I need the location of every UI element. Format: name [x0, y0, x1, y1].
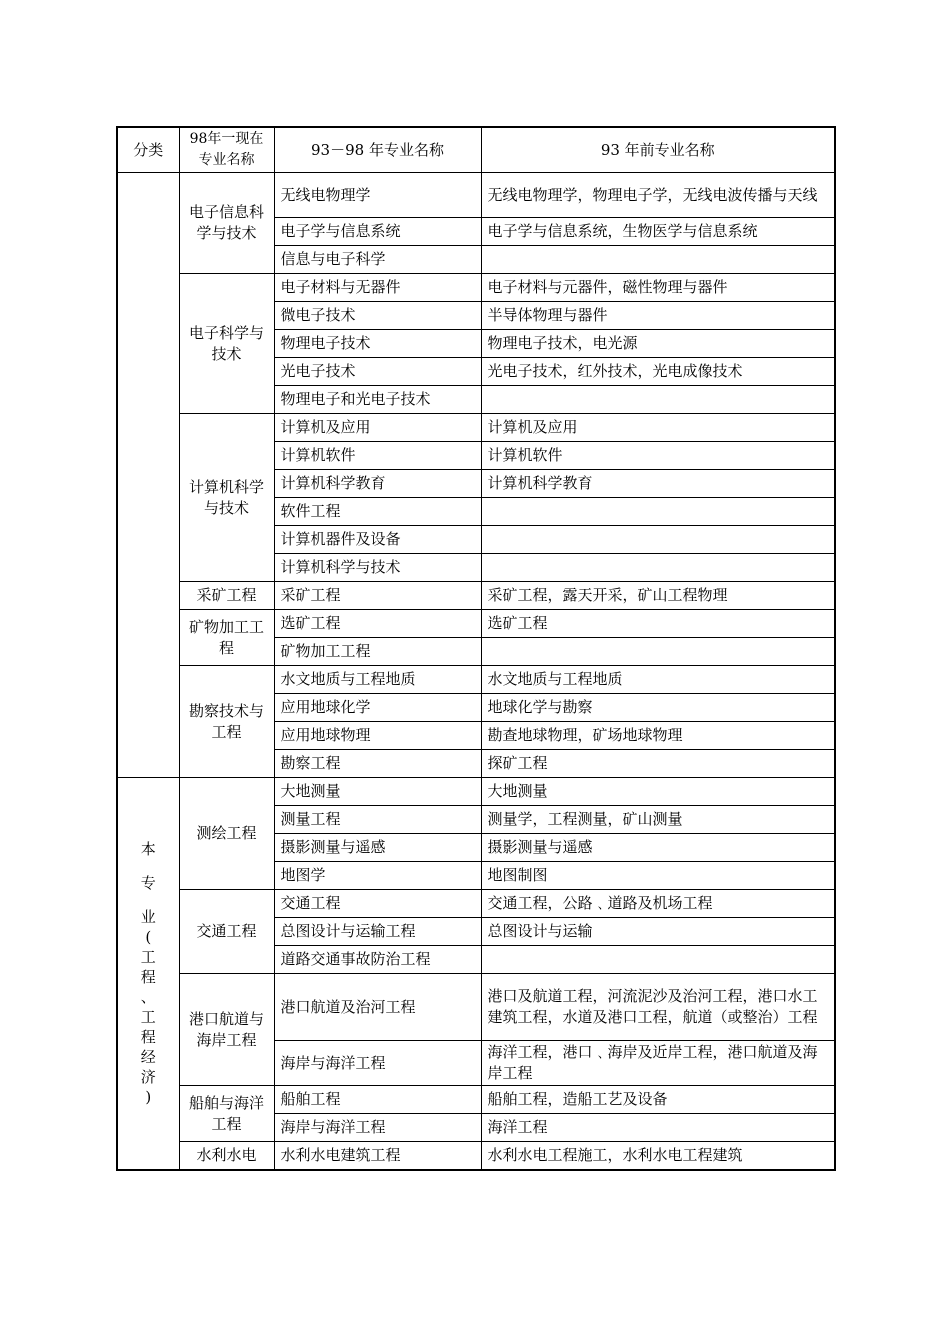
- major-pre-93-cell: 水文地质与工程地质: [481, 666, 835, 694]
- major-pre-93-cell: 半导体物理与器件: [481, 302, 835, 330]
- table-row: [117, 173, 835, 218]
- current-major-cell: 电子信息科学与技术: [179, 173, 274, 274]
- category-char: 本: [140, 840, 156, 858]
- current-major-cell: 电子科学与技术: [179, 274, 274, 414]
- category-char: 专: [140, 874, 156, 892]
- major-93-98-cell: 海岸与海洋工程: [274, 1041, 481, 1086]
- major-pre-93-cell: 采矿工程，露天开采，矿山工程物理: [481, 582, 835, 610]
- category-char: (: [145, 928, 152, 946]
- major-pre-93-cell: [481, 386, 835, 414]
- major-93-98-cell: 物理电子技术: [274, 330, 481, 358]
- major-pre-93-cell: 勘查地球物理，矿场地球物理: [481, 722, 835, 750]
- major-93-98-cell: 地图学: [274, 862, 481, 890]
- header-row: [117, 127, 835, 173]
- table-body: [117, 173, 835, 1171]
- major-pre-93-cell: 总图设计与运输: [481, 918, 835, 946]
- major-93-98-cell: 无线电物理学: [274, 173, 481, 218]
- category-char: 、: [140, 988, 156, 1006]
- major-pre-93-cell: 地球化学与勘察: [481, 694, 835, 722]
- header-current-line2: 专业名称: [198, 152, 255, 168]
- table-row: [117, 610, 835, 638]
- header-current-line1: 98年一现在: [189, 131, 264, 147]
- category-char-gap: [138, 859, 158, 873]
- major-pre-93-cell: 测量学，工程测量，矿山测量: [481, 806, 835, 834]
- current-major-cell: 港口航道与海岸工程: [179, 974, 274, 1086]
- table-row: [117, 414, 835, 442]
- major-93-98-cell: 道路交通事故防治工程: [274, 946, 481, 974]
- major-pre-93-cell: 摄影测量与遥感: [481, 834, 835, 862]
- major-93-98-cell: 微电子技术: [274, 302, 481, 330]
- table-row: [117, 666, 835, 694]
- major-pre-93-cell: [481, 946, 835, 974]
- current-major-cell: 水利水电: [179, 1142, 274, 1171]
- major-pre-93-cell: 地图制图: [481, 862, 835, 890]
- major-93-98-cell: 选矿工程: [274, 610, 481, 638]
- major-pre-93-cell: [481, 498, 835, 526]
- major-pre-93-cell: 计算机软件: [481, 442, 835, 470]
- major-93-98-cell: 应用地球化学: [274, 694, 481, 722]
- major-pre-93-cell: 电子学与信息系统，生物医学与信息系统: [481, 218, 835, 246]
- current-major-cell: 勘察技术与工程: [179, 666, 274, 778]
- major-93-98-cell: 电子学与信息系统: [274, 218, 481, 246]
- category-cell-undergraduate: [117, 778, 179, 1171]
- major-93-98-cell: 港口航道及治河工程: [274, 974, 481, 1041]
- major-93-98-cell: 信息与电子科学: [274, 246, 481, 274]
- major-93-98-cell: 水利水电建筑工程: [274, 1142, 481, 1171]
- major-93-98-cell: 计算机科学教育: [274, 470, 481, 498]
- category-vertical-label: [138, 839, 158, 1107]
- table-row: [117, 1142, 835, 1171]
- major-93-98-cell: 电子材料与无器件: [274, 274, 481, 302]
- table-row: [117, 274, 835, 302]
- major-93-98-cell: 船舶工程: [274, 1086, 481, 1114]
- header-category: 分类: [117, 127, 179, 173]
- major-pre-93-cell: 海洋工程: [481, 1114, 835, 1142]
- header-pre-93-major: 93 年前专业名称: [481, 127, 835, 173]
- major-pre-93-cell: 光电子技术，红外技术，光电成像技术: [481, 358, 835, 386]
- major-93-98-cell: 物理电子和光电子技术: [274, 386, 481, 414]
- major-pre-93-cell: 无线电物理学，物理电子学，无线电波传播与天线: [481, 173, 835, 218]
- category-char: 工: [140, 1008, 156, 1026]
- category-char: 工: [140, 948, 156, 966]
- table-row: [117, 890, 835, 918]
- category-char: 济: [140, 1068, 156, 1086]
- table-row: [117, 778, 835, 806]
- table-row: [117, 974, 835, 1041]
- major-pre-93-cell: 探矿工程: [481, 750, 835, 778]
- major-93-98-cell: 水文地质与工程地质: [274, 666, 481, 694]
- major-pre-93-cell: 物理电子技术，电光源: [481, 330, 835, 358]
- category-char: 业: [140, 908, 156, 926]
- major-93-98-cell: 计算机科学与技术: [274, 554, 481, 582]
- category-char-gap: [138, 893, 158, 907]
- major-pre-93-cell: [481, 554, 835, 582]
- major-93-98-cell: 应用地球物理: [274, 722, 481, 750]
- major-pre-93-cell: [481, 246, 835, 274]
- major-93-98-cell: 计算机及应用: [274, 414, 481, 442]
- major-93-98-cell: 总图设计与运输工程: [274, 918, 481, 946]
- major-93-98-cell: 海岸与海洋工程: [274, 1114, 481, 1142]
- current-major-cell: 测绘工程: [179, 778, 274, 890]
- major-pre-93-cell: 交通工程，公路﹑道路及机场工程: [481, 890, 835, 918]
- table-row: [117, 1086, 835, 1114]
- major-93-98-cell: 摄影测量与遥感: [274, 834, 481, 862]
- major-93-98-cell: 勘察工程: [274, 750, 481, 778]
- major-pre-93-cell: 计算机及应用: [481, 414, 835, 442]
- major-pre-93-cell: 船舶工程，造船工艺及设备: [481, 1086, 835, 1114]
- major-93-98-cell: 矿物加工工程: [274, 638, 481, 666]
- major-pre-93-cell: 大地测量: [481, 778, 835, 806]
- major-93-98-cell: 软件工程: [274, 498, 481, 526]
- major-93-98-cell: 采矿工程: [274, 582, 481, 610]
- major-93-98-cell: 计算机器件及设备: [274, 526, 481, 554]
- header-current-major: [179, 127, 274, 173]
- major-93-98-cell: 计算机软件: [274, 442, 481, 470]
- category-cell-upper: [117, 173, 179, 778]
- major-pre-93-cell: [481, 638, 835, 666]
- major-pre-93-cell: 计算机科学教育: [481, 470, 835, 498]
- header-93-98-major: 93－98 年专业名称: [274, 127, 481, 173]
- category-char: 程: [140, 1028, 156, 1046]
- category-char: 经: [140, 1048, 156, 1066]
- category-char: 程: [140, 968, 156, 986]
- major-93-98-cell: 测量工程: [274, 806, 481, 834]
- major-pre-93-cell: 港口及航道工程，河流泥沙及治河工程，港口水工建筑工程，水道及港口工程，航道（或整治）工程: [481, 974, 835, 1041]
- category-char: ): [145, 1088, 152, 1106]
- major-93-98-cell: 光电子技术: [274, 358, 481, 386]
- major-pre-93-cell: 选矿工程: [481, 610, 835, 638]
- major-pre-93-cell: 海洋工程，港口﹑海岸及近岸工程，港口航道及海岸工程: [481, 1041, 835, 1086]
- major-pre-93-cell: 水利水电工程施工，水利水电工程建筑: [481, 1142, 835, 1171]
- current-major-cell: 船舶与海洋工程: [179, 1086, 274, 1142]
- current-major-cell: 矿物加工工程: [179, 610, 274, 666]
- major-pre-93-cell: 电子材料与元器件，磁性物理与器件: [481, 274, 835, 302]
- major-93-98-cell: 交通工程: [274, 890, 481, 918]
- major-93-98-cell: 大地测量: [274, 778, 481, 806]
- current-major-cell: 计算机科学与技术: [179, 414, 274, 582]
- current-major-cell: 交通工程: [179, 890, 274, 974]
- current-major-cell: 采矿工程: [179, 582, 274, 610]
- table-row: [117, 582, 835, 610]
- major-pre-93-cell: [481, 526, 835, 554]
- majors-table: [116, 126, 836, 1171]
